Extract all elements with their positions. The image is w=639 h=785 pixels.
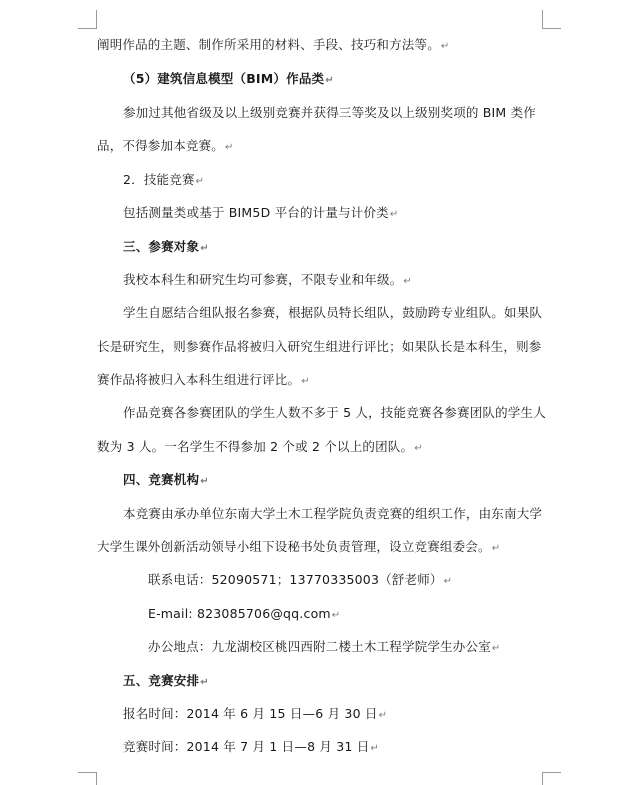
subsection-heading-skills: 2．技能竞赛↵ <box>123 172 205 187</box>
contact-office: 办公地点：九龙湖校区桃四西附二楼土木工程学院学生办公室↵ <box>148 639 501 654</box>
section-heading-participants: 三、参赛对象↵ <box>123 239 209 254</box>
paragraph-mark-icon: ↵ <box>200 243 209 254</box>
section-heading-schedule: 五、竞赛安排↵ <box>123 673 209 688</box>
body-line: 学生自愿结合组队报名参赛，根据队员特长组队，鼓励跨专业组队。如果队 <box>123 305 543 320</box>
body-line: 我校本科生和研究生均可参赛，不限专业和年级。↵ <box>123 272 412 287</box>
paragraph-mark-icon: ↵ <box>491 543 501 554</box>
body-line: 长是研究生，则参赛作品将被归入研究生组进行评比；如果队长是本科生，则参 <box>97 339 542 354</box>
body-line: 本竞赛由承办单位东南大学土木工程学院负责竞赛的组织工作，由东南大学 <box>123 506 543 521</box>
body-line: 大学生课外创新活动领导小组下设秘书处负责管理，设立竞赛组委会。↵ <box>97 539 501 554</box>
paragraph-mark-icon: ↵ <box>389 209 399 220</box>
body-line: 参加过其他省级及以上级别竞赛并获得三等奖及以上级别奖项的 BIM 类作 <box>123 105 536 120</box>
paragraph-mark-icon: ↵ <box>225 142 234 153</box>
body-line: 包括测量类或基于 BIM5D 平台的计量与计价类↵ <box>123 205 399 220</box>
paragraph-mark-icon: ↵ <box>414 443 423 454</box>
margin-corner-top-left <box>78 10 97 29</box>
competition-time: 竞赛时间：2014 年 7 月 1 日—8 月 31 日↵ <box>123 739 380 754</box>
paragraph-mark-icon: ↵ <box>200 677 209 688</box>
section-heading-bim: （5）建筑信息模型（BIM）作品类↵ <box>123 71 334 86</box>
paragraph-mark-icon: ↵ <box>370 743 380 754</box>
contact-email: E-mail: 823085706@qq.com↵ <box>148 606 341 621</box>
body-line: 作品竞赛各参赛团队的学生人数不多于 5 人，技能竞赛各参赛团队的学生人 <box>123 405 546 420</box>
paragraph-mark-icon: ↵ <box>443 576 453 587</box>
margin-corner-top-right <box>542 10 561 29</box>
body-line: 数为 3 人。一名学生不得参加 2 个或 2 个以上的团队。↵ <box>97 439 423 454</box>
paragraph-mark-icon: ↵ <box>301 376 310 387</box>
paragraph-mark-icon: ↵ <box>403 276 412 287</box>
margin-corner-bottom-right <box>542 772 561 785</box>
paragraph-mark-icon: ↵ <box>200 476 209 487</box>
contact-phone: 联系电话：52090571；13770335003（舒老师）↵ <box>148 572 453 587</box>
margin-corner-bottom-left <box>78 772 97 785</box>
paragraph-mark-icon: ↵ <box>378 710 388 721</box>
paragraph-mark-icon: ↵ <box>491 643 501 654</box>
body-line: 品，不得参加本竞赛。↵ <box>97 138 234 153</box>
paragraph-mark-icon: ↵ <box>325 75 334 86</box>
body-line: 赛作品将被归入本科生组进行评比。↵ <box>97 372 310 387</box>
registration-time: 报名时间：2014 年 6 月 15 日—6 月 30 日↵ <box>123 706 388 721</box>
paragraph-mark-icon: ↵ <box>195 176 205 187</box>
body-line: 阐明作品的主题、制作所采用的材料、手段、技巧和方法等。↵ <box>97 37 450 52</box>
paragraph-mark-icon: ↵ <box>440 41 450 52</box>
paragraph-mark-icon: ↵ <box>331 610 341 621</box>
section-heading-organization: 四、竞赛机构↵ <box>123 472 209 487</box>
